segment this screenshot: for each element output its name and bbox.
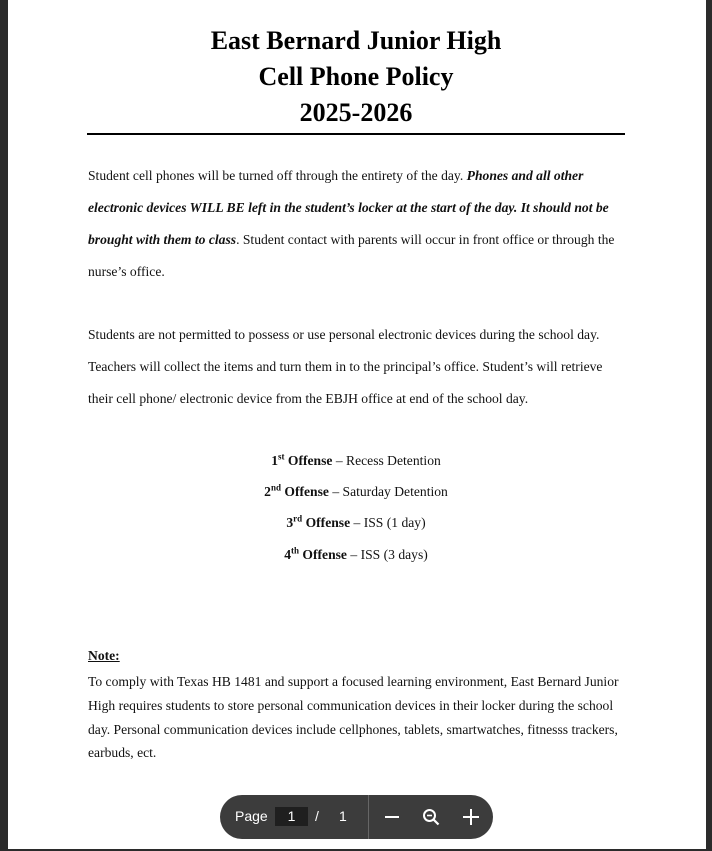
offense-item [0,451,712,471]
offense-label: Offense [284,484,329,499]
offense-ordinal: nd [270,482,281,493]
offense-label: Offense [287,453,333,468]
offense-ordinal: th [291,545,300,556]
offense-number: 4 [284,547,291,562]
policy-paragraph-2: Students are not permitted to possess or use personal electronic devices during the school day. Teachers will collect the items and turn them in to the principal’s office. Student’s will retrieve their cell phone/ electronic device from the EBJH office at end of the school day. [88,327,603,406]
offense-ordinal: st [277,451,285,462]
title-divider [87,133,625,135]
note-heading: Note: [88,648,120,663]
offense-item [0,545,712,565]
toolbar-divider [368,795,369,839]
para1-emphasis: Phones and all other electronic devices WILL BE left in the student’s locker at the start of the day. It should not be brought with them to class [88,168,609,247]
para1-text-a: Student cell phones will be turned off through the entirety of the day. [88,168,467,183]
offense-label: Offense [305,515,351,530]
page-number-input[interactable]: 1 [275,807,308,826]
document-title-year: 2025-2026 [299,98,413,127]
offense-penalty: – ISS (3 days) [346,547,428,562]
offense-number: 3 [286,515,294,530]
offense-penalty: – ISS (1 day) [350,515,426,530]
offense-number: 1 [271,453,278,468]
offense-ordinal: rd [293,513,303,524]
plus-icon [462,808,480,826]
offense-penalty: – Saturday Detention [328,484,448,499]
document-title-policy: Cell Phone Policy [258,62,454,91]
minus-icon [384,809,400,825]
offense-penalty: – Recess Detention [332,453,441,468]
offense-item [0,513,712,533]
note-body: To comply with Texas HB 1481 and support a focused learning environment, East Bernard Junior High requires students to store personal communication devices in their locker during the school day. Personal communication devices include cellphones, tablets, smartwatches, fitnesss trackers, earbuds, ect. [88,674,619,761]
page-separator: / [315,808,319,824]
para1-text-b: . Student contact with parents will occur in front office or through the nurse’s office. [88,232,615,279]
zoom-in-button[interactable] [456,802,486,832]
offense-number: 2 [264,484,271,499]
policy-paragraph-1 [88,160,628,288]
magnifier-icon [422,808,440,826]
zoom-reset-button[interactable] [416,802,446,832]
document-title-school: East Bernard Junior High [210,26,502,55]
page-label: Page [235,808,268,824]
offense-item [0,482,712,502]
offense-label: Offense [302,547,347,562]
zoom-out-button[interactable] [377,802,407,832]
pdf-page-toolbar [220,795,493,839]
total-pages: 1 [339,808,347,824]
